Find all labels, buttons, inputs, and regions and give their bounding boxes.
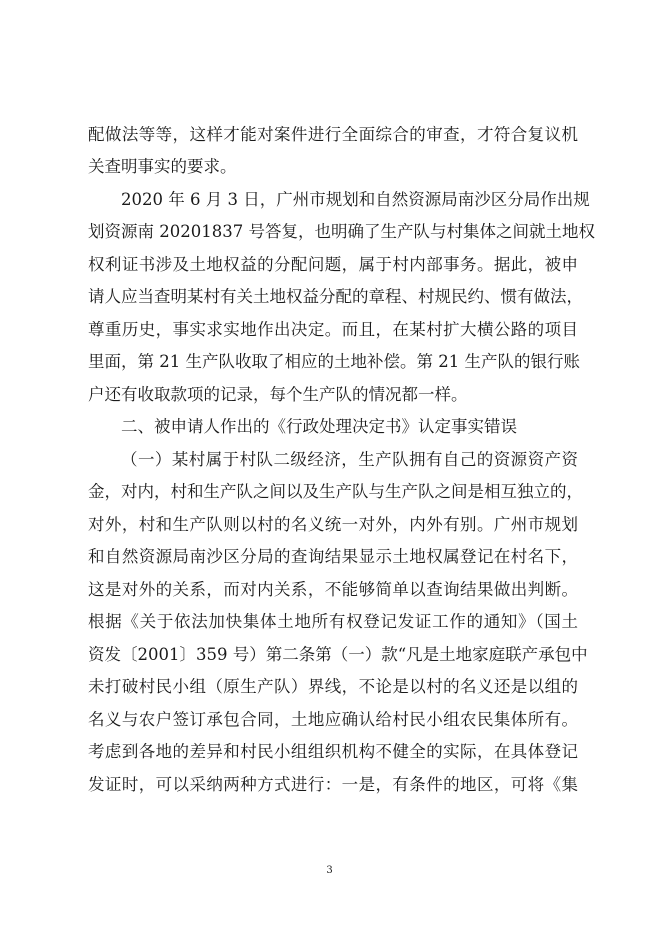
text-line: 考虑到各地的差异和村民小组组织机构不健全的实际，在具体登记 bbox=[88, 742, 578, 761]
text-line: 权利证书涉及土地权益的分配问题，属于村内部事务。据此，被申 bbox=[88, 255, 578, 274]
text-line: 这是对外的关系，而对内关系，不能够简单以查询结果做出判断。 bbox=[88, 580, 578, 599]
text-line: 划资源南 20201837 号答复，也明确了生产队与村集体之间就土地权 bbox=[88, 222, 595, 241]
text-line: 配做法等等，这样才能对案件进行全面综合的审查，才符合复议机 bbox=[88, 125, 578, 144]
page-number: 3 bbox=[326, 865, 333, 876]
text-line: 和自然资源局南沙区分局的查询结果显示土地权属登记在村名下， bbox=[88, 547, 578, 566]
text-line: 里面，第 21 生产队收取了相应的土地补偿。第 21 生产队的银行账 bbox=[88, 352, 580, 371]
text-line: 户还有收取款项的记录，每个生产队的情况都一样。 bbox=[88, 385, 468, 404]
text-line: 对外，村和生产队则以村的名义统一对外，内外有别。广州市规划 bbox=[88, 515, 578, 534]
text-line: 请人应当查明某村有关土地权益分配的章程、村规民约、惯有做法， bbox=[88, 287, 583, 306]
section-heading: 二、被申请人作出的《行政处理决定书》认定事实错误 bbox=[121, 417, 517, 436]
text-line: 2020 年 6 月 3 日，广州市规划和自然资源局南沙区分局作出规 bbox=[121, 190, 590, 209]
text-line: 名义与农户签订承包合同，土地应确认给村民小组农民集体所有。 bbox=[88, 710, 578, 729]
text-line: 未打破村民小组（原生产队）界线，不论是以村的名义还是以组的 bbox=[88, 677, 578, 696]
text-line: 根据《关于依法加快集体土地所有权登记发证工作的通知》（国土 bbox=[88, 612, 578, 631]
text-line: 金，对内，村和生产队之间以及生产队与生产队之间是相互独立的， bbox=[88, 482, 583, 501]
text-line: （一）某村属于村队二级经济，生产队拥有自己的资源资产资 bbox=[121, 450, 578, 469]
text-line: 尊重历史，事实求实地作出决定。而且，在某村扩大横公路的项目 bbox=[88, 320, 578, 339]
text-line: 发证时，可以采纳两种方式进行：一是，有条件的地区，可将《集 bbox=[88, 775, 578, 794]
text-line: 资发〔2001〕359 号）第二条第（一）款“凡是土地家庭联产承包中 bbox=[88, 645, 588, 664]
text-line: 关查明事实的要求。 bbox=[88, 157, 237, 176]
